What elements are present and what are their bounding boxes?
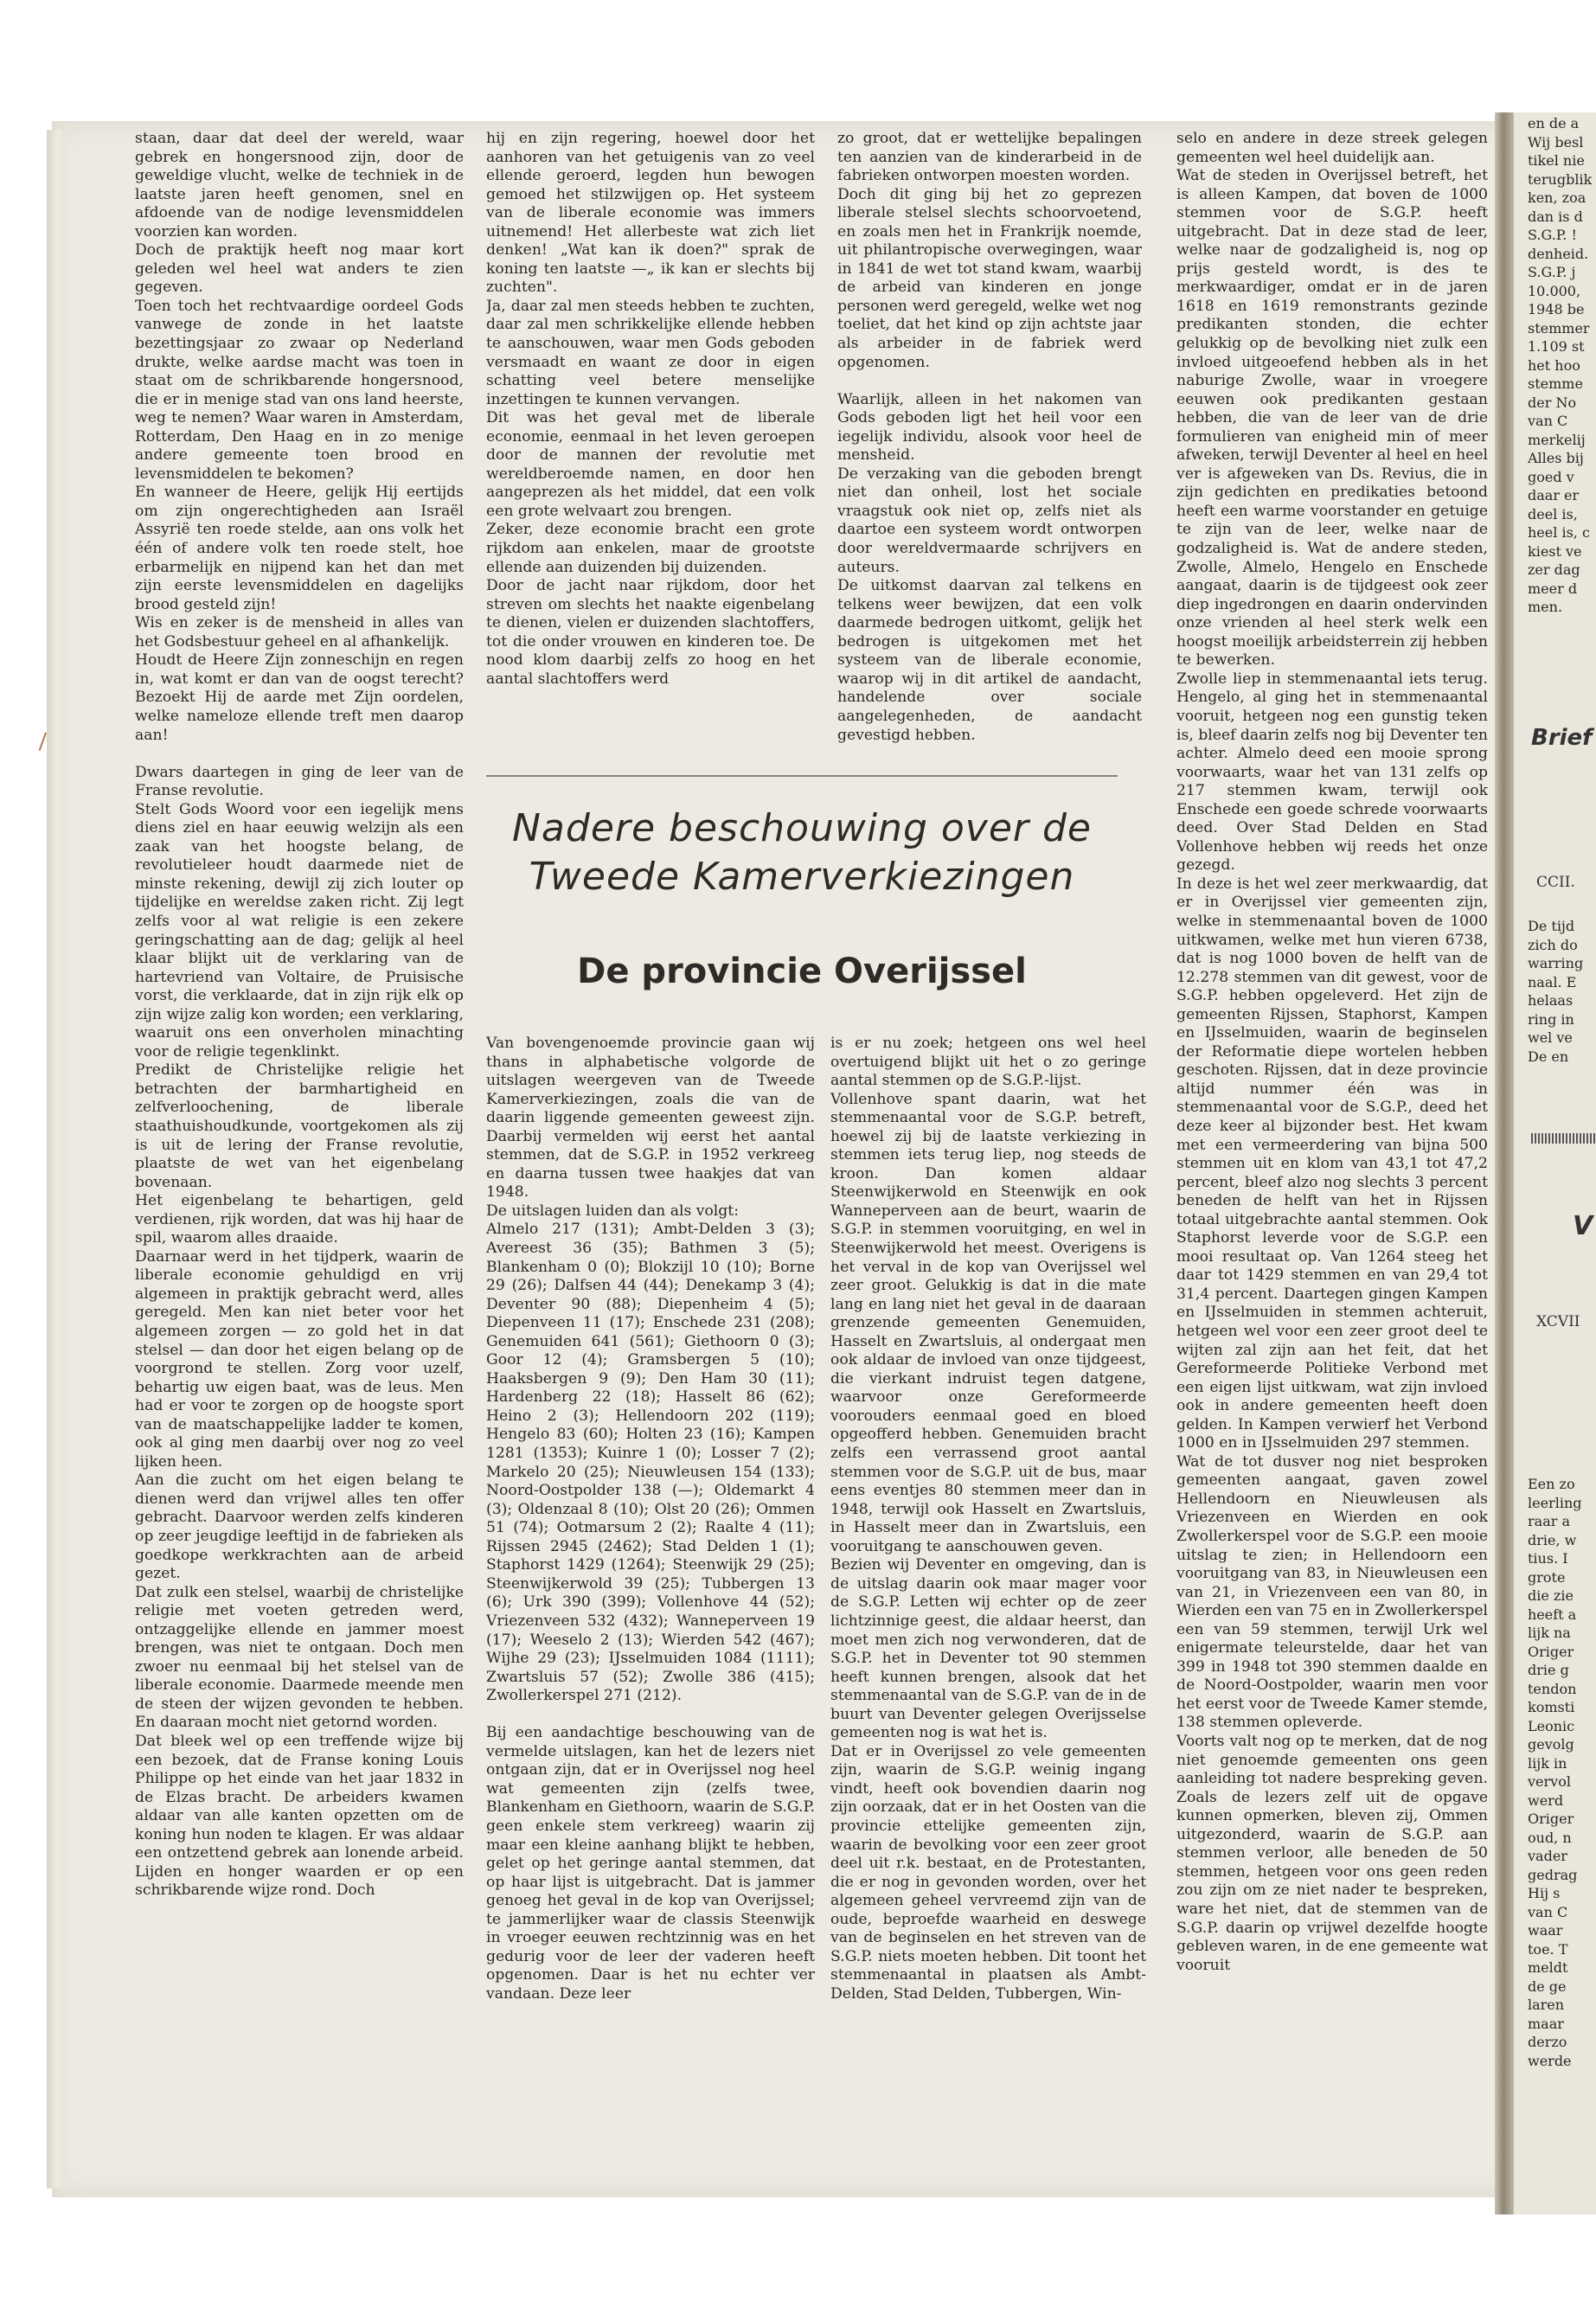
headline-line-1: Nadere beschouwing over de: [512, 806, 1092, 850]
next-page-brief-heading: Brief: [1531, 725, 1593, 751]
article-headline: [486, 804, 1118, 901]
column-4-text: selo en andere in deze streek gelegen gemeenten wel heel duidelijk aan. Wat de steden in Overijssel betreft, het is alleen Kampen, dat boven de 1000 stemmen voor de S.G.P. heeft uitgebracht. Dat in deze stad de leer, welke naar de godzaligheid is, nog op prijs gesteld wordt, is des te merkwaardiger, omdat er in de jaren 1618 en 1619 remonstrants gezinde predikanten stonden, die echter gelukkig op de bevolking niet zulk een invloed uitgeoefend hebben als in het naburige Zwolle, waar in vroegere eeuwen ook predikanten gestaan hebben, die van de leer van de drie formulieren van enigheid min of meer afweken, terwijl Deventer al heel en heel ver is afgeweken van Ds. Revius, die in zijn gedichten en predikaties betoond heeft een warme voorstander en getuige te zijn van de leer, welke naar de godzaligheid is. Wat de andere steden, Zwolle, Almelo, Hengelo en Enschede aangaat, daarin is de tijdgeest ook zeer diep ingedrongen en daarin ondervinden onze vrienden al heel sterk welk een hoogst moeilijk arbeidsterrein zij hebben te bewerken. Zwolle liep in stemmenaantal iets terug. Hengelo, al ging het in stemmenaantal vooruit, hetgeen nog een gunstig teken is, bleef daarin zelfs nog bij Deventer ten achter. Almelo deed een mooie sprong voorwaarts, waar het van 131 zelfs op 217 stemmen kwam, terwijl ook Enschede een goede schrede voorwaarts deed. Over Stad Delden en Stad Vollenhove hebben wij reeds het onze gezegd. In deze is het wel zeer merkwaardig, dat er in Overijssel vier gemeenten zijn, welke in stemmenaantal boven de 1000 uitkwamen, welke met hun vieren 6738, dat is nog 1000 boven de helft van de 12.278 stemmen van dit gewest, voor de S.G.P. hebben opgeleverd. Het zijn de gemeenten Rijssen, Staphorst, Kampen en IJsselmuiden, waarin de beginselen der Reformatie diepe wortelen hebben geschoten. Rijssen, dat in deze provincie altijd nummer één was in stemmenaantal voor de S.G.P., deed het deze keer al bijzonder best. Het kwam met een vermeerdering van bijna 500 stemmen uit en klom van 43,1 tot 47,2 percent, bleef alzo nog slechts 3 percent beneden de helft van het in Rijssen totaal uitgebrachte aantal stemmen. Ook Staphorst leverde voor de S.G.P. een mooi resultaat op. Van 1264 steeg het daar tot 1429 stemmen en van 29,4 tot 31,4 percent. Daartegen gingen Kampen en IJsselmuiden in stemmen achteruit, hetgeen wel voor een zeer groot deel te wijten zal zijn aan het feit, dat het Gereformeerde Politieke Verbond met een eigen lijst uitkwam, wat zijn invloed ook in andere gemeenten heeft doen gelden. In Kampen verwierf het Verbond 1000 en in IJsselmuiden 297 stemmen. Wat de tot dusver nog niet besproken gemeenten aangaat, gaven zowel Hellendoorn en Nieuwleusen als Vriezenveen en Wierden en ook Zwollerkerspel voor de S.G.P. een mooie uitslag te zien; in Hellendoorn een vooruitgang van 83, in Nieuwleusen een van 21, in Vriezenveen een van 80, in Wierden een van 75 en in Zwollerkerspel een van 59 stemmen, terwijl Urk wel enigermate teleurstelde, daar het van 399 in 1948 tot 390 stemmen daalde en de Noord-Oostpolder, waarin men voor het eerst voor de Tweede Kamer stemde, 138 stemmen opleverde. Voorts valt nog op te merken, dat de nog niet genoemde gemeenten ons geen aanleiding tot nadere bespreking geven. Zoals de lezers zelf uit de opgave kunnen opmerken, bleven zij, Ommen uitgezonderd, waarin de S.G.P. aan stemmen verloor, alle beneden de 50 stemmen, hetgeen voor ons geen reden zou zijn om ze niet nader te bespreken, ware het niet, dat de stemmen van de S.G.P. daarin op vrijwel dezelfde hoogte gebleven waren, in de ene gemeente wat vooruit: [1176, 130, 1488, 1974]
column-2-top-text: hij en zijn regering, hoewel door het aanhoren van het getuigenis van zo veel ellende geroerd, legden hun bewogen gemoed het stilzwijgen op. Het systeem van de liberale economie was immers uitnemend! Het allerbeste wat zich liet denken! „Wat kan ik doen?" sprak de koning ten laatste —„ ik kan er slechts bij zuchten". Ja, daar zal men steeds hebben te zuchten, daar zal men schrikkelijke ellende hebben te aanschouwen, waar men Gods geboden versmaadt en waant ze door in eigen schatting veel betere menselijke inzettingen te kunnen vervangen. Dit was het geval met de liberale economie, eenmaal in het leven geroepen door de mannen der revolutie met wereldberoemde namen, en door hen aangeprezen als het middel, dat een volk een grote welvaart zou brengen. Zeker, deze economie bracht een grote rijkdom aan enkelen, maar de grootste ellende aan duizenden bij duizenden. Door de jacht naar rijkdom, door het streven om slechts het naakte eigenbelang te dienen, vielen er duizenden slachtoffers, tot die onder vrouwen en kinderen toe. De nood klom daarbij zelfs zo hoog en het aantal slachtoffers werd: [486, 130, 815, 688]
next-page-fragments-mid: De tijd zich do warring naal. E helaas ring in wel ve De en: [1528, 918, 1584, 1065]
page-left-edge: [47, 130, 62, 2189]
next-page-decorative-bars: [1531, 1133, 1596, 1144]
column-3-top-text: zo groot, dat er wettelijke bepalingen ten aanzien van de kinderarbeid in de fabrieken ontworpen moesten worden. Doch dit ging bij het zo geprezen liberale stelsel slechts schoorvoetend, en zoals men het in Frankrijk noemde, uit philantropische overwegingen, waar in 1841 de wet tot stand kwam, waarbij de arbeid van kinderen en jonge personen werd geregeld, welke wet nog toeliet, dat het kind op zijn achtste jaar als arbeider in de fabriek werd opgenomen. Waarlijk, alleen in het nakomen van Gods geboden ligt het heil voor een iegelijk individu, alsook voor heel de mensheid. De verzaking van die geboden brengt niet dan onheil, lost het sociale vraagstuk ook niet op, zelfs niet als daartoe een systeem wordt ontworpen door wereldvermaarde schrijvers en auteurs. De uitkomst daarvan zal telkens en telkens weer bewijzen, dat een volk daarmede bedrogen uitkomt, gelijk het bedrogen is uitgekomen met het systeem van de liberale economie, waarop wij in dit artikel de aandacht, handelende over sociale aangelegenheden, de aandacht gevestigd hebben.: [837, 130, 1142, 744]
next-page-roman-numeral-1: CCII.: [1536, 874, 1575, 891]
next-page-letter-fragment: V: [1573, 1211, 1593, 1241]
next-page-fragments-bottom: Een zo leerling raar a drie, w tius. I grote die zie heeft a lijk na Origer drie g tendon komsti Leonic gevolg lijk in vervol werd Origer oud, n vader gedrag Hij s van C waar toe. T meldt de ge laren maar derzo werde: [1528, 1476, 1582, 2069]
book-gutter: [1495, 112, 1514, 2214]
article-subheadline: De provincie Overijssel: [577, 952, 1027, 991]
next-page-fragments-top: en de a Wij besl tikel nie terugblik ken, zoa dan is d S.G.P. ! denheid. S.G.P. j 10.000, 1948 be stemmer 1.109 st het hoo stemme der No van C merkelij Alles bij goed v daar er deel is, heel is, c kiest ve zer dag meer d men.: [1528, 115, 1593, 615]
column-1-text: staan, daar dat deel der wereld, waar gebrek en hongersnood zijn, door de geweldige vlucht, welke de techniek in de laatste jaren heeft genomen, snel en afdoende van de nodige levensmiddelen voorzien kan worden. Doch de praktijk heeft nog maar kort geleden wel heel wat anders te zien gegeven. Toen toch het rechtvaardige oordeel Gods vanwege de zonde in het laatste bezettingsjaar zo zwaar op Nederland drukte, welke aardse macht was toen in staat om de schrikbarende hongersnood, die er in menige stad van ons land heerste, weg te nemen? Waar waren in Amsterdam, Rotterdam, Den Haag en in zo menige andere gemeente toen brood en levensmiddelen te bekomen? En wanneer de Heere, gelijk Hij eertijds om zijn ongerechtigheden aan Israël Assyrië ten roede stelde, aan ons volk het één of andere volk ten roede stelt, hoe erbarmelijk en nijpend kan het dan met zijn eerste levensmiddelen en dagelijks brood gesteld zijn! Wis en zeker is de mensheid in alles van het Godsbestuur geheel en al afhankelijk. Houdt de Heere Zijn zonneschijn en regen in, wat komt er dan van de oogst terecht? Bezoekt Hij de aarde met Zijn oordelen, welke nameloze ellende treft men daarop aan! Dwars daartegen in ging de leer van de Franse revolutie. Stelt Gods Woord voor een iegelijk mens diens ziel en haar eeuwig welzijn als een zaak van het hoogste belang, de revolutieleer houdt daarmede niet de minste rekening, dewijl zij zich louter op tijdelijke en wereldse zaken richt. Zij legt zelfs voor al wat religie is een zekere geringschatting aan de dag; gelijk al heel klaar blijkt uit de verklaring van de hartevriend van Voltaire, de Pruisische vorst, die verklaarde, dat in zijn rijk elk op zijn wijze zalig kon worden; een verklaring, waaruit ons een onverholen minachting voor de religie tegenklinkt. Predikt de Christelijke religie het betrachten der barmhartigheid en zelfverloochening, de liberale staathuishoudkunde, voortgekomen als zij is uit de lering der Franse revolutie, plaatste de wet van het eigenbelang bovenaan. Het eigenbelang te behartigen, geld verdienen, rijk worden, dat was hij haar de spil, waarom alles draaide. Daarnaar werd in het tijdperk, waarin de liberale economie gehuldigd en vrij algemeen in praktijk gebracht werd, alles geregeld. Men kan niet beter voor het algemeen zorgen — zo gold het in dat stelsel — dan door het eigen belang op de voorgrond te stellen. Zorg voor uzelf, behartig uw eigen baat, was de leus. Men had er voor te zorgen op de hoogste sport van de maatschappelijke ladder te komen, ook al ging men daarbij over nog zo veel lijken heen. Aan die zucht om het eigen belang te dienen werd dan vrijwel alles ten offer gebracht. Daarvoor werden zelfs kinderen op zeer jeugdige leeftijd in de fabrieken als goedkope werkkrachten aan de arbeid gezet. Dat zulk een stelsel, waarbij de christelijke religie met voeten getreden werd, ontzaggelijke ellende en jammer moest brengen, was niet te ontgaan. Doch men zwoer nu eenmaal bij het stelsel van de liberale economie. Daarmede meende men de steen der wijzen gevonden te hebben. En daaraan mocht niet getornd worden. Dat bleek wel op een treffende wijze bij een bezoek, dat de Franse koning Louis Philippe op het einde van het jaar 1832 in de Elzas bracht. De arbeiders kwamen aldaar van alle kanten opzetten om de koning hun noden te klagen. Er was aldaar een ontzettend gebrek aan lonende arbeid. Lijden en honger waarden er op een schrikbarende wijze rond. Doch: [135, 130, 464, 1900]
column-2-bottom-text: Van bovengenoemde provincie gaan wij thans in alphabetische volgorde de uitslagen weergeven van de Tweede Kamerverkiezingen, zoals die van de daarin liggende gemeenten geweest zijn. Daarbij vermelden wij eerst het aantal stemmen, dat de S.G.P. in 1952 verkreeg en daarna tussen twee haakjes dat van 1948. De uitslagen luiden dan als volgt: Almelo 217 (131); Ambt-Delden 3 (3); Avereest 36 (35); Bathmen 3 (5); Blankenham 0 (0); Blokzijl 10 (10); Borne 29 (26); Dalfsen 44 (44); Denekamp 3 (4); Deventer 90 (88); Diepenheim 4 (5); Diepenveen 11 (17); Enschede 231 (208); Genemuiden 641 (561); Giethoorn 0 (3); Goor 12 (4); Gramsbergen 5 (10); Haaksbergen 9 (9); Den Ham 30 (11); Hardenberg 22 (18); Hasselt 86 (62); Heino 2 (3); Hellendoorn 202 (119); Hengelo 83 (60); Holten 23 (16); Kampen 1281 (1353); Kuinre 1 (0); Losser 7 (2); Markelo 20 (25); Nieuwleusen 154 (133); Noord-Oostpolder 138 (—); Oldemarkt 4 (3); Oldenzaal 8 (10); Olst 20 (26); Ommen 51 (74); Ootmarsum 2 (2); Raalte 4 (11); Rijssen 2945 (2462); Stad Delden 1 (1); Staphorst 1429 (1264); Steenwijk 29 (25); Steenwijkerwold 39 (25); Tubbergen 13 (6); Urk 390 (399); Vollenhove 44 (52); Vriezenveen 532 (432); Wanneperveen 19 (17); Weeselo 2 (13); Wierden 542 (467); Wijhe 29 (23); IJsselmuiden 1084 (1111); Zwartsluis 57 (52); Zwolle 386 (415); Zwollerkerspel 271 (212). Bij een aandachtige beschouwing van de vermelde uitslagen, kan het de lezers niet ontgaan zijn, dat er in Overijssel nog heel wat gemeenten zijn (zelfs twee, Blankenham en Giethoorn, waarin de S.G.P. geen enkele stem verkreeg) waarin zij maar een kleine aanhang blijkt te hebben, gelet op het geringe aantal stemmen, dat op haar lijst is uitgebracht. Dat is jammer genoeg het geval in de kop van Overijssel; te jammerlijker waar de classis Steenwijk in vroeger eeuwen rechtzinnig was en het gedurig voor de leer der vaderen heeft opgenomen. Daar is het nu echter ver vandaan. Deze leer: [486, 1035, 815, 2003]
article-divider-rule: [486, 775, 1118, 777]
next-page-roman-numeral-2: XCVII: [1536, 1313, 1580, 1330]
column-3-bottom-text: is er nu zoek; hetgeen ons wel heel overtuigend blijkt uit het o zo geringe aantal stemmen op de S.G.P.-lijst. Vollenhove spant daarin, wat het stemmenaantal voor de S.G.P. betreft, hoewel zij bij de laatste verkiezing in stemmen iets terug liep, nog steeds de kroon. Dan komen aldaar Steenwijkerwold en Steenwijk en ook Wanneperveen aan de beurt, waarin de S.G.P. in stemmen vooruitging, en wel in Steenwijkerwold het meest. Overigens is het verval in de kop van Overijssel wel zeer groot. Gelukkig is dat in die mate lang en lang niet het geval in de daaraan grenzende gemeenten Genemuiden, Hasselt en Zwartsluis, al ondergaat men ook aldaar de invloed van onze tijdgeest, die vierkant indruist tegen datgene, waarvoor onze Gereformeerde voorouders eenmaal goed en bloed opgeofferd hebben. Genemuiden bracht zelfs een verrassend groot aantal stemmen voor de S.G.P. uit de bus, maar eens eventjes 80 stemmen meer dan in 1948, terwijl ook Hasselt en Zwartsluis, in Hasselt meer dan in Zwartsluis, een vooruitgang te aanschouwen geven. Bezien wij Deventer en omgeving, dan is de uitslag daarin ook maar mager voor de S.G.P. Letten wij echter op de zeer lichtzinnige geest, die aldaar heerst, dan moet men zich nog verwonderen, dat de S.G.P. het in Deventer tot 90 stemmen heeft kunnen brengen, alsook dat het stemmenaantal van de S.G.P. van de in de buurt van Deventer gelegen Overijsselse gemeenten nog is wat het is. Dat er in Overijssel zo vele gemeenten zijn, waarin de S.G.P. weinig ingang vindt, heeft ook bovendien daarin nog zijn oorzaak, dat er in het Oosten van die provincie ettelijke gemeenten zijn, waarin de bevolking voor een zeer groot deel uit r.k. bestaat, en de Protestanten, die er nog in gevonden worden, over het algemeen geheel vervreemd zijn van de oude, beproefde waarheid en deswege van de beginselen en het streven van de S.G.P. niets moeten hebben. Dit toont het stemmenaantal in plaatsen als Ambt-Delden, Stad Delden, Tubbergen, Win-: [830, 1035, 1146, 2003]
headline-line-2: Tweede Kamerverkiezingen: [529, 855, 1075, 899]
